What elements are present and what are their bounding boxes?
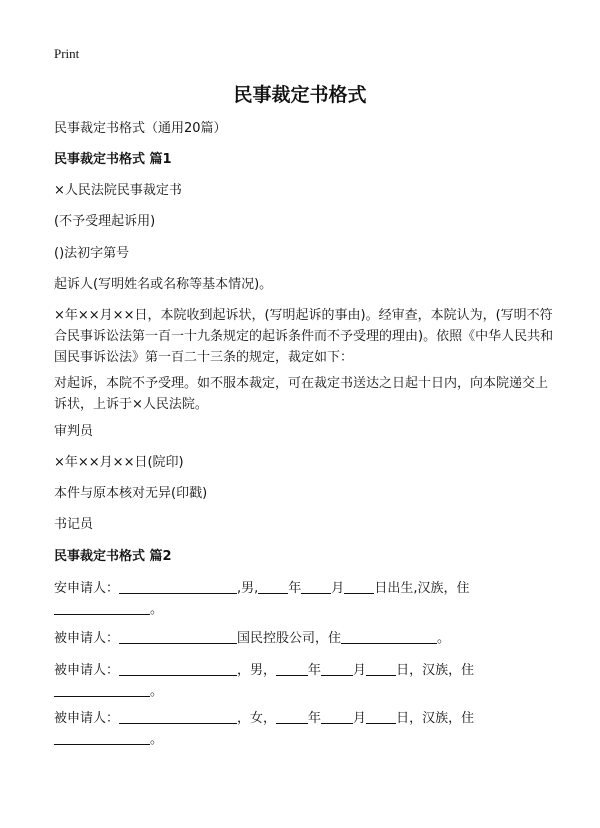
end-punct: 。	[437, 631, 451, 646]
address-blank[interactable]	[54, 683, 150, 697]
page-title: 民事裁定书格式	[233, 84, 367, 106]
respondent3-line	[54, 708, 554, 729]
month-blank[interactable]	[321, 710, 353, 724]
usage-note: (不予受理起诉用)	[54, 214, 156, 229]
day-blank[interactable]	[344, 580, 374, 594]
birth-text: 日出生,汉族，住	[374, 581, 470, 596]
day-text: 日，汉族，住	[396, 711, 475, 726]
ruling-paragraph: 对起诉，本院不予受理。如不服本裁定，可在裁定书送达之日起十日内，向本院递交上诉状，上诉于×人民法院。	[54, 376, 549, 412]
respondent2-label: 被申请人：	[54, 663, 120, 678]
respondent2-address-line	[54, 681, 554, 702]
end-punct: 。	[150, 602, 164, 617]
address-blank[interactable]	[54, 731, 150, 745]
applicant-line	[54, 578, 554, 599]
respondent3-label: 被申请人：	[54, 711, 120, 726]
case-number: ()法初字第号	[54, 246, 130, 261]
judge-line: 审判员	[54, 424, 94, 439]
year-text: 年	[308, 663, 322, 678]
day-text: 日，汉族，住	[396, 663, 475, 678]
address-blank[interactable]	[341, 630, 437, 644]
print-link[interactable]: Print	[54, 46, 80, 61]
subtitle: 民事裁定书格式（通用20篇）	[54, 121, 227, 136]
day-blank[interactable]	[366, 710, 396, 724]
month-text: 月	[353, 663, 367, 678]
year-blank[interactable]	[276, 662, 308, 676]
applicant-label: 安申请人：	[54, 581, 120, 596]
gender-text: ，女，	[237, 711, 277, 726]
name-blank[interactable]	[119, 662, 237, 676]
respondent2-line	[54, 660, 554, 681]
court-title: ×人民法院民事裁定书	[54, 183, 182, 198]
plaintiff-line: 起诉人(写明姓名或名称等基本情况)。	[54, 277, 273, 292]
address-blank[interactable]	[54, 601, 150, 615]
clerk-line: 书记员	[54, 517, 94, 532]
month-text: 月	[353, 711, 367, 726]
month-text: 月	[331, 581, 345, 596]
name-blank[interactable]	[119, 580, 237, 594]
day-blank[interactable]	[366, 662, 396, 676]
section2-heading: 民事裁定书格式 篇2	[54, 549, 172, 564]
applicant-address-line	[54, 599, 554, 620]
year-text: 年	[288, 581, 302, 596]
respondent3-address-line	[54, 729, 554, 750]
company-text: 国民控股公司，住	[237, 631, 342, 646]
section1-heading: 民事裁定书格式 篇1	[54, 152, 172, 167]
month-blank[interactable]	[301, 580, 331, 594]
name-blank[interactable]	[119, 630, 237, 644]
end-punct: 。	[150, 684, 164, 699]
gender-text: ,男,	[237, 581, 259, 596]
end-punct: 。	[150, 732, 164, 747]
year-blank[interactable]	[258, 580, 288, 594]
respondent1-label: 被申请人：	[54, 631, 120, 646]
year-text: 年	[308, 711, 322, 726]
year-blank[interactable]	[276, 710, 308, 724]
body-paragraph: ×年××月××日，本院收到起诉状，(写明起诉的事由)。经审查，本院认为，(写明不符合民事诉讼法第一百一十九条规定的起诉条件而不予受理的理由)。依照《中华人民共和国民事诉讼法》第一百二十三条的规定，裁定如下：	[54, 308, 554, 365]
verified-line: 本件与原本核对无异(印戳)	[54, 486, 208, 501]
month-blank[interactable]	[321, 662, 353, 676]
respondent1-line	[54, 628, 554, 649]
name-blank[interactable]	[119, 710, 237, 724]
date-seal-line: ×年××月××日(院印)	[54, 455, 184, 470]
gender-text: ，男，	[237, 663, 277, 678]
